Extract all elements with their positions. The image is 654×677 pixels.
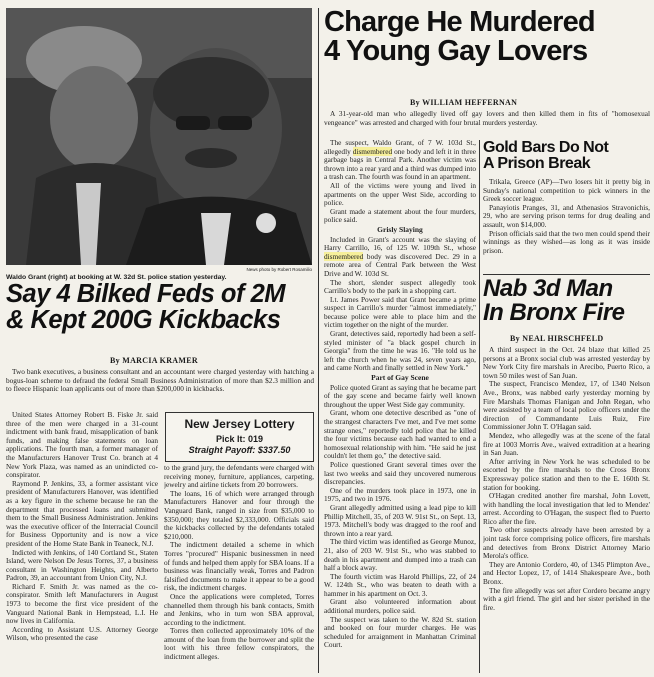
main-paragraph: [324, 139, 476, 182]
gold-paragraph: Panayiotis Pranges, 31, and Athenasios Stravonichis, 29, who are serving prison terms for drug dealing and assault, won $14,000.: [483, 202, 650, 229]
main-paragraph: Police quoted Grant as saying that he became part of the gay scene and became fairly well known throughout the upper West Side gay community.: [324, 382, 476, 409]
fire-paragraph: The fire allegedly was set after Cordero became angry with a girl friend. The girl and her sister perished in the fire.: [483, 585, 650, 612]
gold-headline: [483, 140, 650, 172]
fire-paragraph: After arriving in New York he was scheduled to be escorted by the fire marshals to the Cross Bronx Expressway police station and then to the E. 160th St. station for booking.: [483, 456, 650, 492]
kickback-paragraph: Indicted with Jenkins, of 140 Cortland St., Staten Island, were Nelson De Jesus Torres, 37, a business consultant in Washington Heights, and Alberto Padron, 39, an accountant from Union City, N.J.: [6, 547, 158, 583]
kickback-headline: [6, 282, 316, 333]
lottery-payoff: Straight Payoff: $337.50: [188, 445, 291, 455]
main-lead-text: A 31-year-old man who allegedly lived off gay lovers and then killed them in fits of "homosexual vengeance" was arrested and charged with four brutal murders yesterday.: [324, 110, 650, 127]
fire-headline: [483, 277, 650, 325]
lottery-box: [165, 412, 314, 462]
main-byline: By WILLIAM HEFFERNAN: [410, 98, 518, 107]
fire-paragraph: O'Hagan credited another fire marshal, John Lovett, with handling the local investigation that led to Mendez' arrest. According to O'Hagan, the suspect fled to Puerto Rico after the fire.: [483, 491, 650, 526]
kickback-paragraph: Torres then collected approximately 10% of the amount of the loan from the borrower and split the loot with his three fellow conspirators, the indictment alleges.: [164, 626, 314, 662]
kickback-byline: By MARCIA KRAMER: [110, 356, 198, 365]
fire-byline: By NEAL HIRSCHFELD: [510, 334, 604, 343]
gold-body: [483, 178, 650, 272]
main-headline-line2: 4 Young Gay Lovers: [324, 35, 588, 67]
kickback-paragraph: The indictment detailed a scheme in which Torres "procured" Hispanic businessmen in need of funds and helped them apply for SBA loans. If a business was financially weak, Torres and Padron falsified documents to make it appear to be a good risk, the indictment charges.: [164, 540, 314, 593]
fire-headline-line2: In Bronx Fire: [483, 299, 625, 326]
highlighted-word: dismembered: [324, 251, 364, 261]
gold-paragraph: Trikala, Greece (AP)—Two losers hit it pretty big in Sunday's national competition to pick winners in the Greek soccer league.: [483, 178, 650, 204]
fire-paragraph: They are Antonio Cordero, 40, of 1345 Plimpton Ave., and Hector Lopez, 17, of 1414 Shakespeare Ave., both Bronx.: [483, 559, 650, 587]
kickback-lead: [6, 368, 314, 410]
column-rule: [479, 140, 480, 673]
main-paragraph: [324, 236, 476, 279]
photo-caption: [6, 266, 312, 281]
kickback-paragraph: to the grand jury, the defendants were charged with receiving money, furniture, appliances, carpeting, jewelry and airline tickets from 20 borrowers.: [164, 464, 314, 490]
gold-paragraph: Prison officials said that the two men could spend their winnings as they wished—as long as it was inside prison.: [483, 228, 650, 255]
kickback-paragraph: Richard F. Smith Jr. was named as the co-conspirator. Smith left Manufacturers in August 1973 to become the first vice president of the Vanguard National Bank in Hempstead, L.I. He now lives in California.: [6, 581, 158, 626]
main-paragraph: The suspect was taken to the W. 82d St. station and booked on four murder charges. He was scheduled for arraignment in Manhattan Criminal Court.: [324, 614, 476, 650]
subhead: Grisly Slaying: [377, 224, 423, 234]
photo-credit: News photo by Robert Rosamilio: [246, 267, 312, 272]
kickback-paragraph: The loans, 16 of which were arranged through Manufacturers Hanover and four through the Vanguard Bank, ranged in size from $35,000 to $350,000; they totaled $2,333,000. Officials said the kickbacks collected by the defendants totaled $210,000.: [164, 488, 314, 541]
kickback-column-1: [6, 411, 158, 673]
kickback-paragraph: Raymond P. Jenkins, 33, a former assistant vice president of Manufacturers Hanover, was identified as a key figure in the scheme because he ran the department that processed loans and submitted them to the Small Business Administration. Jenkins was the executive officer of the Interracial Council for Business Opportunity and is now a vice president of the Home State Bank in Teaneck, N.J.: [6, 478, 158, 548]
main-paragraph: The third victim was identified as George Munoz, 21, also of 203 W. 91st St., who was stabbed to death in his apartment and dumped into a trash can half a block away.: [324, 537, 476, 573]
fire-paragraph: Two other suspects already have been arrested by a joint task force comprising police officers, fire marshals and detectives from Bronx District Attorney Mario Merola's office.: [483, 525, 650, 561]
main-paragraph: Grant, detectives said, reportedly had been a self-styled minister of "a black gospel church in Georgia" from the time he was 16. "He told us he left the church when he was 24, seven years ago, and came North and finally settled in New York.": [324, 329, 476, 373]
main-paragraph: The fourth victim was Harold Phillips, 22, of 24 W. 124th St., who was beaten to death with a hammer in his apartment on Oct. 3.: [324, 571, 476, 598]
main-paragraph: Grant allegedly admitted using a lead pipe to kill Phillip Mitchell, 35, of 203 W. 91st St., on Sept. 13, 1973. Mitchell's body was dragged to the roof and thrown into a rear yard.: [324, 502, 476, 538]
highlighted-word: dismembered: [352, 146, 393, 156]
lottery-pick: Pick It: 019: [215, 434, 264, 444]
kickback-paragraph: United States Attorney Robert B. Fiske Jr. said three of the men were charged in a 31-count indictment with bank fraud, misapplication of bank funds, and making false statements on loan applications. The fourth man, a former manager of the Manufacturers Hanover Trust Co. branch at 4 New York Plaza, was named as an unindicted co-conspirator.: [6, 411, 158, 480]
main-column: [324, 139, 476, 673]
kickback-paragraph: According to Assistant U.S. Attorney George Wilson, who presented the case: [6, 624, 158, 643]
subhead: Part of Gay Scene: [371, 373, 429, 383]
main-paragraph: Grant also volunteered information about additional murders, police said.: [324, 597, 476, 616]
main-headline-line1: Charge He Murdered: [324, 6, 595, 38]
kickback-paragraph: Once the applications were completed, Torres channelled them through his bank contacts, Smith and Jenkins, who in turn won SBA approval, according to the indictment.: [164, 591, 314, 627]
kickback-column-2: [164, 464, 314, 673]
main-paragraph: Lt. James Power said that Grant became a prime suspect in Carrillo's murder "almost immediately," because police were able to place him and the victim together on the night of the murder.: [324, 294, 476, 330]
caption-text: Waldo Grant (right) at booking at W. 32d St. police station yesterday.: [6, 274, 227, 281]
fire-paragraph: Mendez, who allegedly was at the scene of the fatal fire at 1003 Morris Ave., waived extradition at a hearing in San Juan.: [483, 430, 650, 458]
fire-body: [483, 346, 650, 673]
main-paragraph: The short, slender suspect allegedly took Carrillo's body to the park in a shopping cart.: [324, 277, 476, 296]
kickback-headline-line2: & Kept 200G Kickbacks: [6, 305, 281, 334]
main-paragraph-part: The suspect, Waldo Grant, of 7 W. 103d St., allegedly: [324, 139, 476, 156]
news-photo: [6, 8, 312, 265]
main-paragraph: Grant made a statement about the four murders, police said.: [324, 206, 476, 225]
photo-illustration: [6, 8, 312, 265]
main-paragraph-part: body was discovered Dec. 29 in a remote area of Central Park between the West Drive and W. 103d St.: [324, 251, 476, 278]
fire-headline-line1: Nab 3d Man: [483, 275, 613, 302]
main-paragraph: One of the murders took place in 1973, one in 1975, and two in 1976.: [324, 485, 476, 504]
main-lead: [324, 110, 650, 138]
main-paragraph-part: one body and left it in three garbage bags in Central Park. Another victim was thrown into a rear yard and a third was dumped into a trash can. The fourth was found in an apartment.: [324, 146, 476, 182]
kickback-headline-line1: Say 4 Bilked Feds of 2M: [6, 280, 286, 308]
fire-paragraph: A third suspect in the Oct. 24 blaze that killed 25 persons at a Bronx social club was arrested yesterday by New York City fire marshals in Arecibo, Puerto Rico, a town 50 miles west of San Juan.: [483, 346, 650, 380]
main-paragraph: All of the victims were young and lived in apartments on the upper West Side, according to police.: [324, 180, 476, 208]
column-rule: [318, 8, 319, 673]
fire-paragraph: The suspect, Francisco Mendez, 17, of 1340 Nelson Ave., Bronx, was nabbed early yesterday morning by Fire Marshals Thomas Flanigan and John Regan, who were assisted by a team of local police officers under the direction of Commandante Luis Ruiz, Fire Commissioner John T. O'Hagan said.: [483, 379, 650, 432]
kickback-lead-text: Two bank executives, a business consultant and an accountant were charged yesterday with hatching a bogus-loan scheme to defraud the federal Small Business Administration of more than $2.3 million and to fleece Hispanic loan applicants out of more than $200,000 in kickbacks.: [6, 368, 314, 394]
main-paragraph: Police questioned Grant several times over the last two weeks and said they uncovered numerous discrepancies.: [324, 459, 476, 487]
main-paragraph-part: Included in Grant's account was the slaying of Harry Carrillo, 16, of 125 W. 109th St., whose: [324, 234, 476, 253]
lottery-title: New Jersey Lottery: [184, 417, 295, 431]
gold-headline-line1: Gold Bars Do Not: [483, 139, 609, 156]
main-headline: [324, 8, 650, 66]
main-paragraph: Grant, whom one detective described as "one of the strangest characters I've met, and I've met some strange ones," reportedly told police that he killed the four victims because each had wanted to end a homosexual relationship with him. "He said he just couldn't let them go," the detective said.: [324, 408, 476, 461]
gold-headline-line2: A Prison Break: [483, 155, 591, 172]
